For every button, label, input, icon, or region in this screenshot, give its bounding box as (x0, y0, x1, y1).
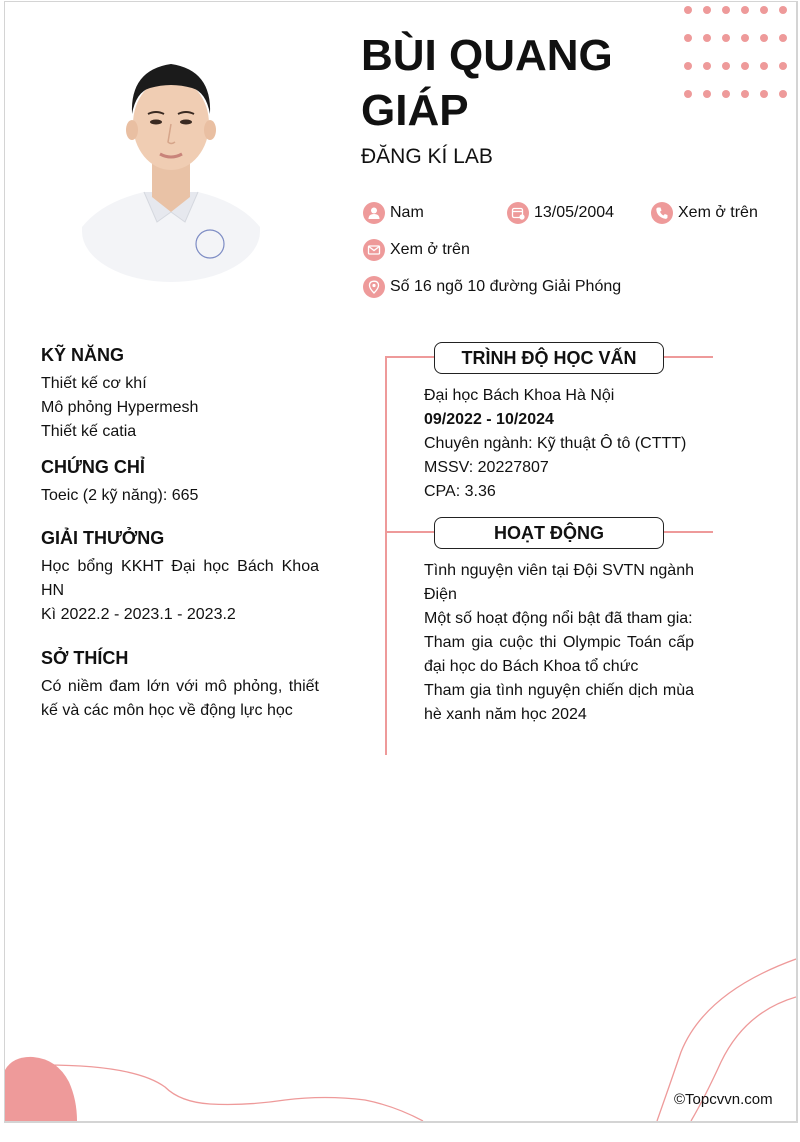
skills-title: KỸ NĂNG (41, 345, 125, 365)
activity-item: Tình nguyện viên tại Đội SVTN ngành Điện (424, 562, 694, 603)
hobby-item: Có niềm đam lớn với mô phỏng, thiết kế và các môn học về động lực học (41, 678, 319, 719)
education-gpa: CPA: 3.36 (424, 483, 496, 500)
hobbies-title: SỞ THÍCH (41, 648, 129, 668)
education-major: Chuyên ngành: Kỹ thuật Ô tô (CTTT) (424, 435, 687, 452)
skill-item: Thiết kế catia (41, 423, 137, 440)
activity-item: Tham gia cuộc thi Olympic Toán cấp đại học do Bách Khoa tổ chức (424, 634, 694, 675)
education-title: TRÌNH ĐỘ HỌC VẤN (434, 342, 664, 374)
cv-page (4, 1, 798, 1123)
wave-decoration (5, 2, 796, 1121)
address-value: Số 16 ngõ 10 đường Giải Phóng (390, 278, 622, 295)
activity-item: Tham gia tình nguyện chiến dịch mùa hè xanh năm học 2024 (424, 682, 694, 723)
phone-value: Xem ở trên (678, 204, 758, 221)
award-item: Kì 2022.2 - 2023.1 - 2023.2 (41, 606, 236, 623)
certificate-item: Toeic (2 kỹ năng): 665 (41, 487, 199, 504)
skill-item: Thiết kế cơ khí (41, 375, 147, 392)
education-school: Đại học Bách Khoa Hà Nội (424, 387, 615, 404)
email-value: Xem ở trên (390, 241, 470, 258)
award-item: Học bổng KKHT Đại học Bách Khoa HN (41, 558, 319, 599)
candidate-name: BÙI QUANG GIÁP (361, 31, 613, 135)
education-student-id: MSSV: 20227807 (424, 459, 549, 476)
skill-item: Mô phỏng Hypermesh (41, 399, 199, 416)
education-period: 09/2022 - 10/2024 (424, 411, 554, 428)
gender-value: Nam (390, 204, 424, 221)
applied-position: ĐĂNG KÍ LAB (361, 145, 493, 168)
activities-title: HOẠT ĐỘNG (434, 517, 664, 549)
certificates-title: CHỨNG CHỈ (41, 457, 145, 477)
copyright-text: ©Topcvvn.com (674, 1091, 773, 1108)
awards-title: GIẢI THƯỞNG (41, 528, 165, 548)
activity-item: Một số hoạt động nổi bật đã tham gia: (424, 610, 693, 627)
birthday-value: 13/05/2004 (534, 204, 615, 221)
